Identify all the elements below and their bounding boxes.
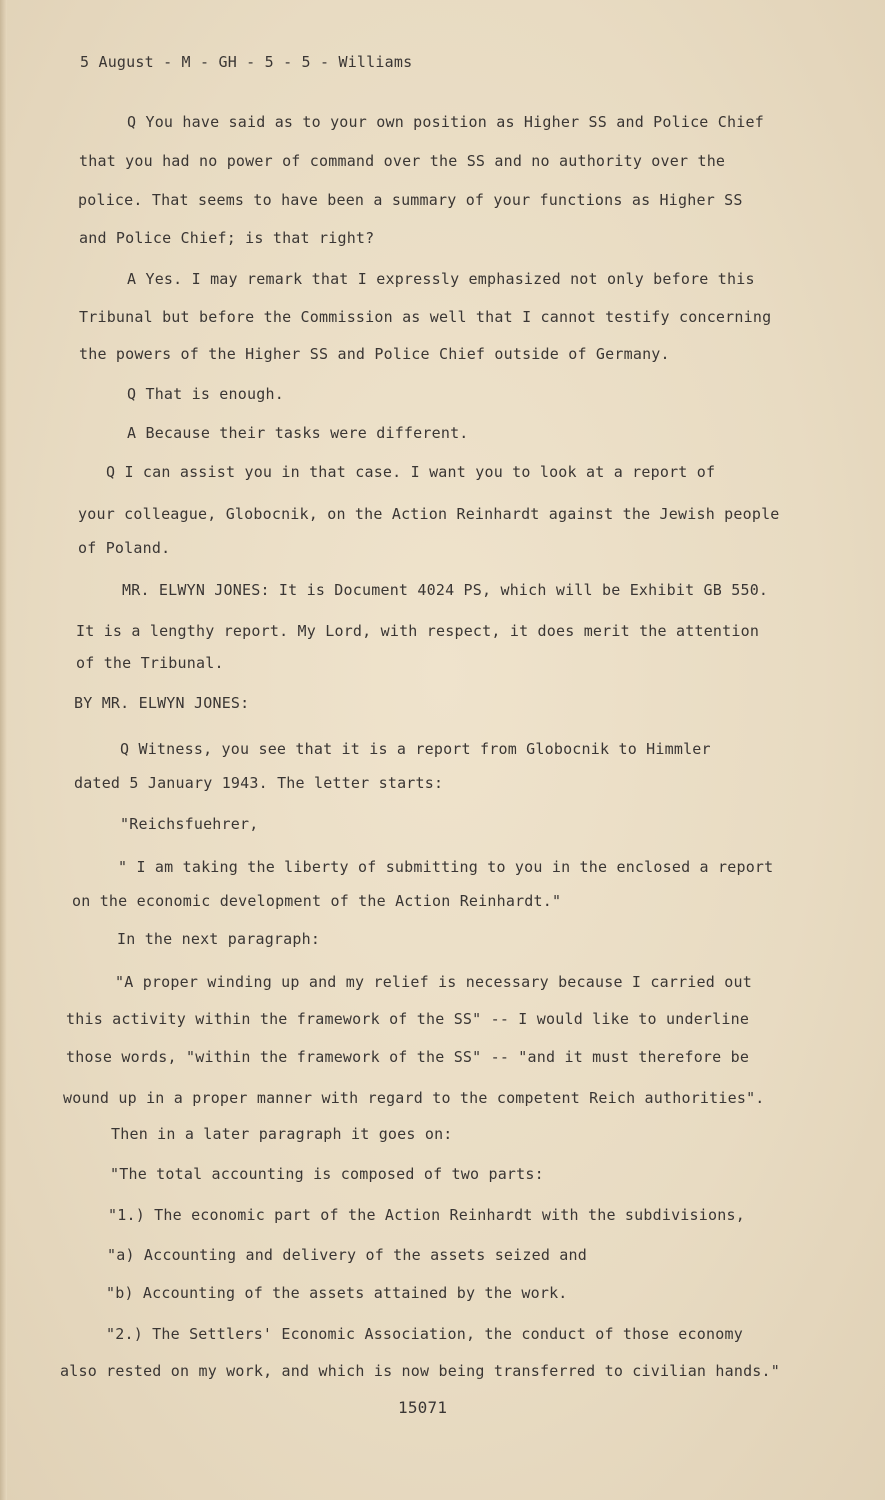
text-line: Q Witness, you see that it is a report from Globocnik to Himmler (120, 740, 711, 758)
text-line: It is a lengthy report. My Lord, with respect, it does merit the attention (76, 622, 760, 640)
text-line: wound up in a proper manner with regard to the competent Reich authorities". (63, 1089, 765, 1107)
text-line: those words, "within the framework of the SS" -- "and it must therefore be (66, 1048, 750, 1066)
text-line: and Police Chief; is that right? (79, 229, 375, 247)
text-line: Q I can assist you in that case. I want you to look at a report of (106, 463, 716, 481)
text-line: "a) Accounting and delivery of the assets seized and (107, 1246, 587, 1264)
text-line: "1.) The economic part of the Action Reinhardt with the subdivisions, (108, 1206, 745, 1224)
text-line: BY MR. ELWYN JONES: (74, 694, 250, 712)
text-line: this activity within the framework of the SS" -- I would like to underline (66, 1010, 750, 1028)
text-line: "2.) The Settlers' Economic Association, the conduct of those economy (106, 1325, 743, 1343)
text-line: also rested on my work, and which is now being transferred to civilian hands." (60, 1362, 780, 1380)
text-line: "Reichsfuehrer, (120, 815, 259, 833)
text-line: the powers of the Higher SS and Police Chief outside of Germany. (79, 345, 670, 363)
text-line: In the next paragraph: (117, 930, 321, 948)
page-header: 5 August - M - GH - 5 - 5 - Williams (80, 53, 413, 71)
text-line: Q That is enough. (127, 385, 284, 403)
text-line: " I am taking the liberty of submitting to you in the enclosed a report (118, 858, 774, 876)
text-line: A Yes. I may remark that I expressly emphasized not only before this (127, 270, 755, 288)
text-line: that you had no power of command over the SS and no authority over the (79, 152, 726, 170)
text-line: MR. ELWYN JONES: It is Document 4024 PS, which will be Exhibit GB 550. (122, 581, 769, 599)
text-line: "b) Accounting of the assets attained by the work. (106, 1284, 568, 1302)
text-line: your colleague, Globocnik, on the Action Reinhardt against the Jewish people (78, 505, 780, 523)
page-edge (0, 0, 7, 1500)
text-line: Tribunal but before the Commission as well that I cannot testify concerning (79, 308, 772, 326)
text-line: police. That seems to have been a summary of your functions as Higher SS (78, 191, 743, 209)
text-line: Then in a later paragraph it goes on: (111, 1125, 453, 1143)
text-line: "A proper winding up and my relief is necessary because I carried out (115, 973, 752, 991)
page-number: 15071 (398, 1398, 448, 1417)
text-line: dated 5 January 1943. The letter starts: (74, 774, 444, 792)
text-line: A Because their tasks were different. (127, 424, 469, 442)
text-line: "The total accounting is composed of two parts: (110, 1165, 544, 1183)
text-line: Q You have said as to your own position as Higher SS and Police Chief (127, 113, 764, 131)
text-line: on the economic development of the Action Reinhardt." (72, 892, 562, 910)
text-line: of Poland. (78, 539, 171, 557)
text-line: of the Tribunal. (76, 654, 224, 672)
